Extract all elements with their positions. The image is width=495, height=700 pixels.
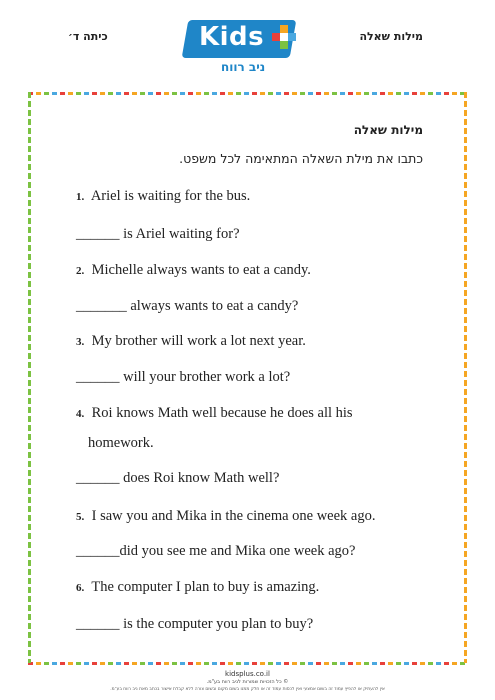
- footer-legal-notice: אין להעתיק או להפיץ עמוד זה בשום אמצעי ואין לכסות עמוד זה או חלק ממנו בשום מקום ובשום צורה ללא קבלת אישור בכתב מאת ניב רווח בע"מ.: [110, 687, 385, 692]
- item-4-question: ______ does Roi know Math well?: [76, 470, 280, 486]
- item-number: 4.: [76, 408, 85, 420]
- kids-plus-logo: [185, 20, 310, 76]
- item-4-sentence: [76, 405, 353, 422]
- sentence-text: My brother will work a lot next year.: [91, 333, 306, 349]
- item-1-sentence: [76, 188, 250, 205]
- item-6-question: ______ is the computer you plan to buy?: [76, 616, 314, 632]
- item-number: 1.: [76, 191, 85, 203]
- worksheet-title: מילות שאלה: [353, 123, 423, 137]
- item-2-sentence: [76, 262, 311, 279]
- sentence-text: Roi knows Math well because he does all his: [91, 405, 353, 421]
- sentence-text: The computer I plan to buy is amazing.: [91, 579, 320, 595]
- worksheet-instruction: כתבו את מילת השאלה המתאימה לכל משפט.: [179, 151, 423, 166]
- item-number: 2.: [76, 265, 85, 277]
- footer-copyright: © כל הזכויות שמורות לניב רווח בע"מ.: [206, 679, 289, 685]
- item-5-sentence: [76, 508, 376, 525]
- logo-subtitle: ניב רווח: [221, 60, 266, 74]
- frame-right-border: [464, 92, 467, 663]
- item-number: 6.: [76, 582, 85, 594]
- logo-word: Kids: [199, 22, 265, 52]
- frame-bottom-border: [28, 662, 467, 665]
- item-1-question: ______ is Ariel waiting for?: [76, 226, 240, 242]
- item-number: 3.: [76, 336, 85, 348]
- item-4-sentence-continued: homework.: [88, 435, 154, 451]
- frame-top-border: [28, 92, 467, 95]
- item-5-question: ______did you see me and Mika one week ago?: [76, 543, 356, 559]
- sentence-text: I saw you and Mika in the cinema one week ago.: [91, 508, 376, 524]
- sentence-text: Ariel is waiting for the bus.: [90, 188, 251, 204]
- sentence-text: Michelle always wants to eat a candy.: [91, 262, 311, 278]
- footer-website[interactable]: kidsplus.co.il: [225, 670, 270, 678]
- frame-left-border: [28, 92, 31, 663]
- item-6-sentence: [76, 579, 319, 596]
- item-2-question: _______ always wants to eat a candy?: [76, 298, 299, 314]
- item-3-sentence: [76, 333, 306, 350]
- grade-label: כיתה ד׳: [68, 30, 108, 43]
- topic-label: מילות שאלה: [359, 30, 423, 43]
- plus-icon: [270, 23, 298, 51]
- item-3-question: ______ will your brother work a lot?: [76, 369, 291, 385]
- item-number: 5.: [76, 511, 85, 523]
